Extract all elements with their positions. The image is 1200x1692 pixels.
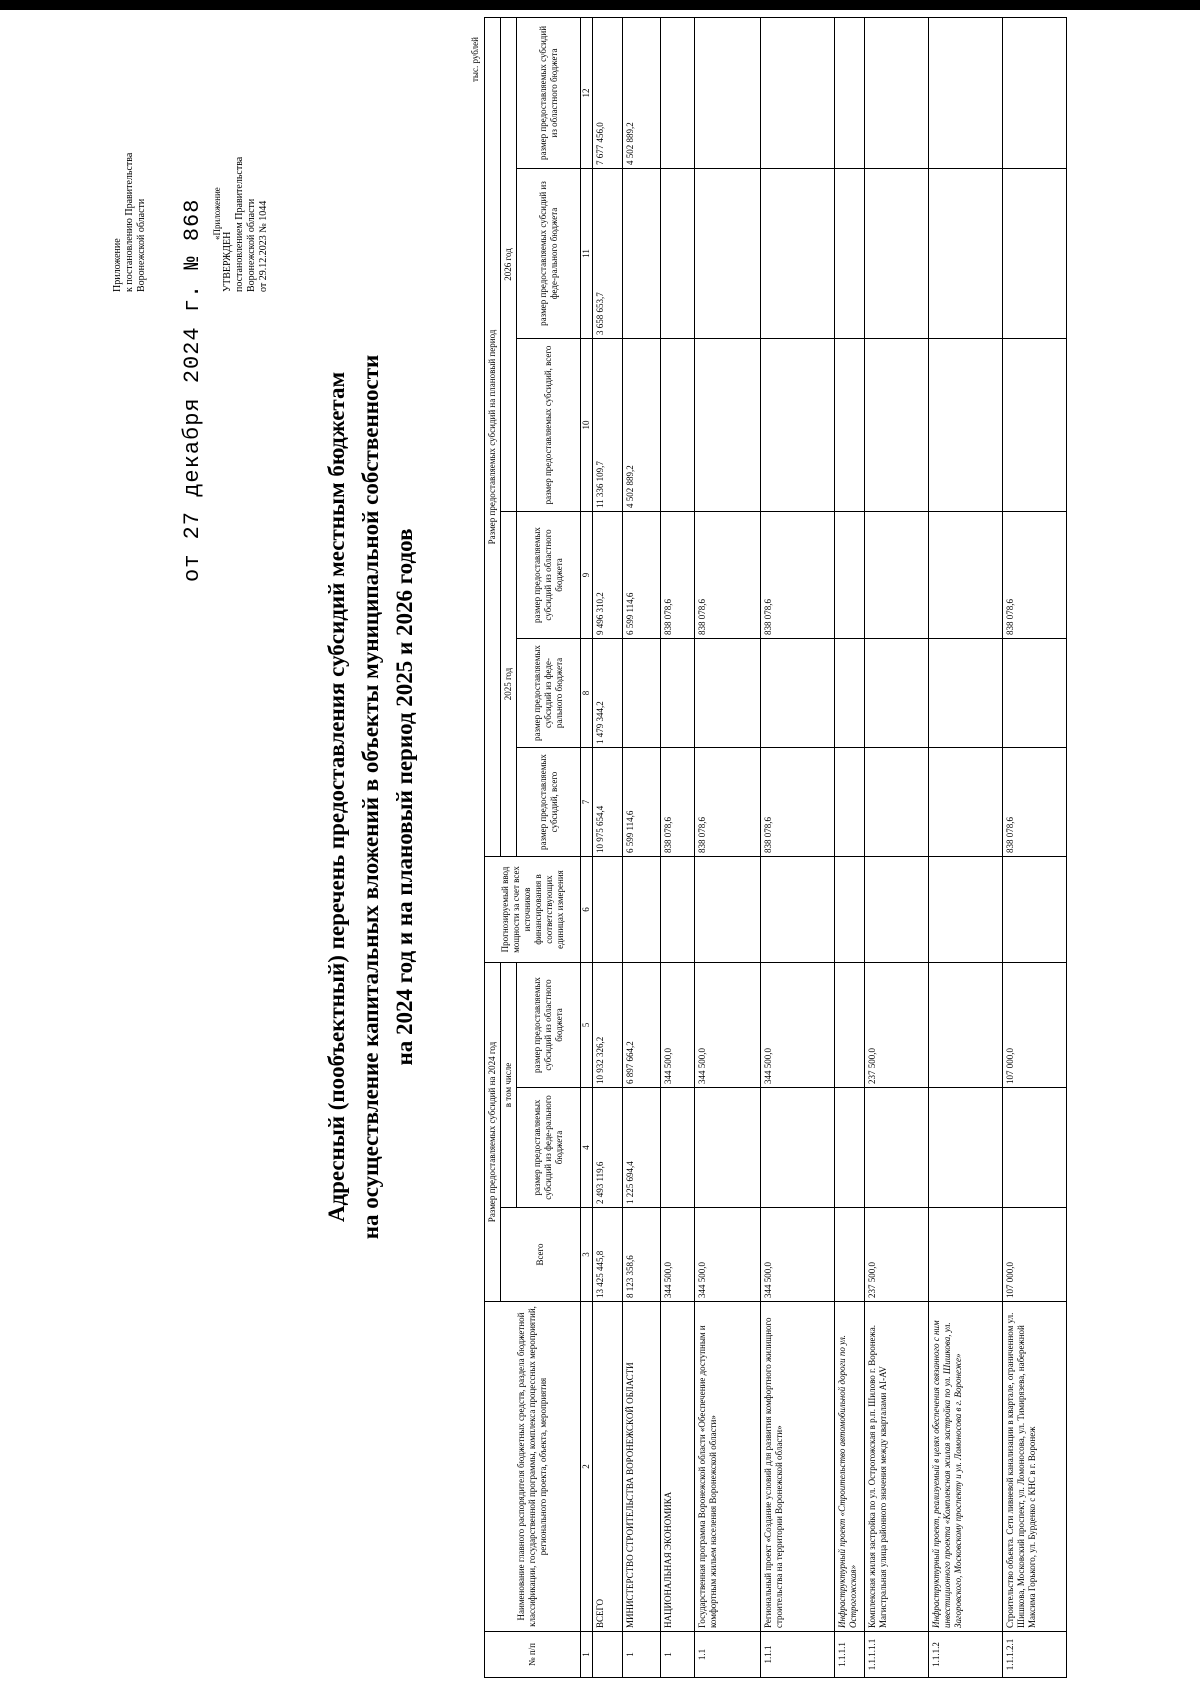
fed-2026-cell [929,169,1003,339]
column-number: 3 [581,1208,593,1302]
column-number: 9 [581,512,593,639]
table-row [695,17,761,1677]
header-2025: 2025 год [501,512,517,857]
reg-2026-cell [695,17,761,168]
row-number-cell: 1.1.1.1 [835,1632,865,1678]
row-number-cell: 1.1.1.2.1 [1003,1632,1067,1678]
capacity-cell [661,857,695,963]
total-2025-cell: 10 975 654,4 [593,748,623,857]
approved-note [222,62,270,292]
capacity-cell [623,857,661,963]
total-2026-cell [1003,339,1067,512]
reg-2024-cell: 344 500,0 [695,963,761,1088]
total-2026-cell: 4 502 889,2 [623,339,661,512]
total-2024-cell: 237 500,0 [865,1208,929,1302]
row-number-cell: 1.1.1.1.1 [865,1632,929,1678]
title-line: на осуществление капитальных вложений в объекты муниципальной собственности [358,354,383,1240]
total-2024-cell: 344 500,0 [761,1208,835,1302]
total-2025-cell [835,748,865,857]
total-2024-cell: 344 500,0 [695,1208,761,1302]
fed-2025-cell: 1 479 344,2 [593,639,623,748]
capacity-cell [865,857,929,963]
reg-2024-cell: 237 500,0 [865,963,929,1088]
total-2025-cell: 838 078,6 [661,748,695,857]
title-line: на 2024 год и на плановый период 2025 и 2026 годов [392,528,417,1066]
capacity-cell [1003,857,1067,963]
approved-line: Воронежской области [246,198,257,292]
header-capacity: Прогнозируемый ввод мощности за счет всех источников финансирования в соответствующих единицах измерения [485,857,581,963]
stamp-sub-label: «Приложение [212,187,222,240]
row-name-cell: МИНИСТЕРСТВО СТРОИТЕЛЬСТВА ВОРОНЕЖСКОЙ ОБЛАСТИ [623,1302,661,1632]
fed-2025-cell [695,639,761,748]
approved-line: постановлением Правительства [234,156,245,292]
registration-stamp: от 27 декабря 2024 г. № 868 [180,198,205,582]
total-2026-cell [929,339,1003,512]
fed-2024-cell [1003,1088,1067,1208]
header-2025-reg: размер предоставляемых субсидий из областного бюджета [517,512,581,639]
total-2025-cell [929,748,1003,857]
total-2026-cell [761,339,835,512]
reg-2024-cell: 344 500,0 [761,963,835,1088]
fed-2026-cell [695,169,761,339]
table-row [593,17,623,1677]
row-number-cell: 1.1 [695,1632,761,1678]
reg-2025-cell: 838 078,6 [661,512,695,639]
approved-line: УТВЕРЖДЕН [222,231,233,292]
column-number: 11 [581,169,593,339]
reg-2026-cell [865,17,929,168]
total-2026-cell [695,339,761,512]
header-2024-group: Размер предоставляемых субсидий на 2024 год [485,963,501,1302]
fed-2024-cell [661,1088,695,1208]
fed-2024-cell [865,1088,929,1208]
reg-2025-cell: 838 078,6 [761,512,835,639]
row-name-cell: Строительство объекта. Сети ливневой канализации в квартале, ограниченном ул. Шишкова, Московский проспект, ул. Ломоносова, ул. Тимирязева, набережной Максима Горького, ул. Бурденко с КНС в г. Воронеж [1003,1302,1067,1632]
fed-2024-cell: 1 225 694,4 [623,1088,661,1208]
approval-line: Воронежской области [136,198,147,292]
reg-2025-cell: 9 496 310,2 [593,512,623,639]
capacity-cell [593,857,623,963]
subsidies-table [484,17,1067,1678]
fed-2025-cell [1003,639,1067,748]
total-2025-cell: 838 078,6 [761,748,835,857]
capacity-cell [835,857,865,963]
fed-2024-cell [835,1088,865,1208]
row-name-cell: Инфраструктурный проект, реализуемый в целях обеспечения связанного с ним инвестиционного проекта «Комплексная жилая застройка по ул. Шишкова, ул. Загоровского, Московскому проспекту и ул. Ломоносова в г. Воронеже» [929,1302,1003,1632]
reg-2025-cell [835,512,865,639]
reg-2024-cell: 10 932 326,2 [593,963,623,1088]
row-number-cell: 1.1.1 [761,1632,835,1678]
reg-2025-cell: 6 599 114,6 [623,512,661,639]
reg-2024-cell: 6 897 664,2 [623,963,661,1088]
fed-2025-cell [623,639,661,748]
row-name-cell: НАЦИОНАЛЬНАЯ ЭКОНОМИКА [661,1302,695,1632]
total-2026-cell [865,339,929,512]
table-row [865,17,929,1677]
total-2025-cell: 6 599 114,6 [623,748,661,857]
column-number: 4 [581,1088,593,1208]
fed-2025-cell [835,639,865,748]
document-title [320,62,422,1532]
fed-2026-cell [835,169,865,339]
fed-2026-cell [761,169,835,339]
header-2024-fed: размер предоставляемых субсидий из феде-рального бюджета [517,1088,581,1208]
approved-line: от 29.12.2023 № 1044 [258,200,269,292]
fed-2025-cell [761,639,835,748]
total-2024-cell [835,1208,865,1302]
column-number: 1 [581,1632,593,1678]
row-name-cell: Инфраструктурный проект «Строительство автомобильной дороги по ул. Острогожская» [835,1302,865,1632]
header-2024-total: Всего [501,1208,581,1302]
row-number-cell: 1.1.1.2 [929,1632,1003,1678]
reg-2026-cell: 4 502 889,2 [623,17,661,168]
fed-2026-cell [865,169,929,339]
column-number: 8 [581,639,593,748]
header-2025-fed: размер предоставляемых субсидий из феде-рального бюджета [517,639,581,748]
total-2026-cell: 11 336 109,7 [593,339,623,512]
row-name-cell: ВСЕГО [593,1302,623,1632]
table-row [929,17,1003,1677]
header-2025-total: размер предоставляемых субсидий, всего [517,748,581,857]
header-2026-fed: размер предоставляемых субсидий из феде-рального бюджета [517,169,581,339]
reg-2024-cell [835,963,865,1088]
row-number-cell [593,1632,623,1678]
fed-2024-cell [695,1088,761,1208]
column-number: 5 [581,963,593,1088]
total-2024-cell: 344 500,0 [661,1208,695,1302]
reg-2026-cell [661,17,695,168]
fed-2024-cell [929,1088,1003,1208]
total-2026-cell [661,339,695,512]
fed-2026-cell [1003,169,1067,339]
fed-2024-cell: 2 493 119,6 [593,1088,623,1208]
table-row [1003,17,1067,1677]
fed-2024-cell [761,1088,835,1208]
capacity-cell [695,857,761,963]
approval-line: Приложение [112,238,123,292]
total-2025-cell [865,748,929,857]
total-2024-cell: 107 000,0 [1003,1208,1067,1302]
fed-2026-cell [661,169,695,339]
reg-2024-cell: 107 000,0 [1003,963,1067,1088]
fed-2025-cell [865,639,929,748]
reg-2026-cell [929,17,1003,168]
reg-2025-cell: 838 078,6 [1003,512,1067,639]
table-body [593,17,1067,1677]
reg-2026-cell [835,17,865,168]
capacity-cell [929,857,1003,963]
header-2026: 2026 год [501,17,517,511]
total-2025-cell: 838 078,6 [695,748,761,857]
approval-line: к постановлению Правительства [124,152,135,292]
approval-note [112,62,148,292]
fed-2026-cell [623,169,661,339]
reg-2026-cell [761,17,835,168]
reg-2025-cell [865,512,929,639]
header-including: в том числе [501,963,517,1208]
column-number: 2 [581,1302,593,1632]
reg-2024-cell [929,963,1003,1088]
total-2024-cell: 13 425 445,8 [593,1208,623,1302]
total-2025-cell: 838 078,6 [1003,748,1067,857]
reg-2026-cell [1003,17,1067,168]
row-number-cell: 1 [623,1632,661,1678]
units-label: тыс. рублей [470,37,480,82]
table-row [623,17,661,1677]
reg-2024-cell: 344 500,0 [661,963,695,1088]
row-name-cell: Региональный проект «Создание условий для развития комфортного жилищного строительства на территории Воронежской области» [761,1302,835,1632]
total-2024-cell: 8 123 358,6 [623,1208,661,1302]
fed-2026-cell: 3 658 653,7 [593,169,623,339]
header-2024-reg: размер предоставляемых субсидий из областного бюджета [517,963,581,1088]
total-2024-cell [929,1208,1003,1302]
column-number: 12 [581,17,593,168]
column-number-row [581,17,593,1677]
total-2026-cell [835,339,865,512]
table-row [661,17,695,1677]
header-plan-group: Размер предоставляемых субсидий на плановый период [485,17,501,856]
table-row [761,17,835,1677]
table-row [835,17,865,1677]
fed-2025-cell [929,639,1003,748]
header-2026-reg: размер предоставляемых субсидий из областного бюджета [517,17,581,168]
fed-2025-cell [661,639,695,748]
column-number: 10 [581,339,593,512]
header-num: № п/п [485,1632,581,1678]
reg-2025-cell [929,512,1003,639]
title-line: Адресный (пообъектный) перечень предоставления субсидий местным бюджетам [324,371,349,1223]
header-name: Наименование главного распорядителя бюджетных средств, раздела бюджетной классификации, государственной программы, комплекса процессных мероприятий, регионального проекта, объекта, мероприятия [485,1302,581,1632]
row-name-cell: Государственная программа Воронежской области «Обеспечение доступным и комфортным жильем населения Воронежской области» [695,1302,761,1632]
column-number: 7 [581,748,593,857]
column-number: 6 [581,857,593,963]
row-number-cell: 1 [661,1632,695,1678]
capacity-cell [761,857,835,963]
reg-2025-cell: 838 078,6 [695,512,761,639]
reg-2026-cell: 7 677 456,0 [593,17,623,168]
row-name-cell: Комплексная жилая застройка по ул. Острогожская в р.п. Шилово г. Воронежа. Магистральная улица районного значения между кварталами AI-AV [865,1302,929,1632]
header-2026-total: размер предоставляемых субсидий, всего [517,339,581,512]
